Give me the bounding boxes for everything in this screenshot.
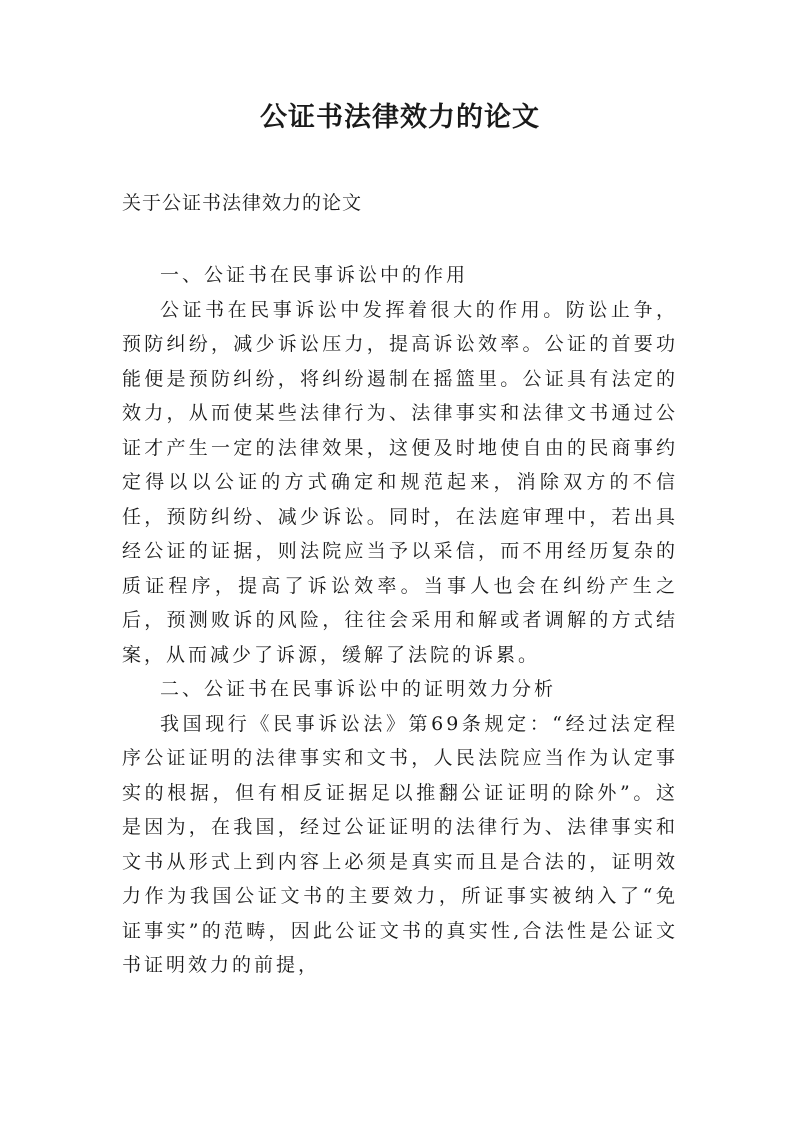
section-heading-1: 一、公证书在民事诉讼中的作用 bbox=[160, 264, 469, 286]
body-paragraph-1: 公证书在民事诉讼中发挥着很大的作用。防讼止争，预防纠纷，减少诉讼压力，提高诉讼效率。公证的首要功能便是预防纠纷，将纠纷遏制在摇篮里。公证具有法定的效力，从而使某些法律行为、法律事实和法律文书通过公证才产生一定的法律效果，这便及时地使自由的民商事约定得以以公证的方式确定和规范起来，消除双方的不信任，预防纠纷、减少诉讼。同时，在法庭审理中，若出具经公证的证据，则法院应当予以采信，而不用经历复杂的质证程序，提高了诉讼效率。当事人也会在纠纷产生之后，预测败诉的风险，往往会采用和解或者调解的方式结案，从而减少了诉源，缓解了法院的诉累。 bbox=[122, 298, 678, 666]
document-body bbox=[122, 258, 678, 983]
document-subtitle: 关于公证书法律效力的论文 bbox=[122, 192, 363, 214]
section-heading-2: 二、公证书在民事诉讼中的证明效力分析 bbox=[160, 678, 557, 700]
page-title: 公证书法律效力的论文 bbox=[260, 102, 540, 133]
body-paragraph-2: 我国现行《民事诉讼法》第69条规定：“经过法定程序公证证明的法律事实和文书，人民法院应当作为认定事实的根据，但有相反证据足以推翻公证证明的除外”。这是因为，在我国，经过公证证明的法律行为、法律事实和文书从形式上到内容上必须是真实而且是合法的，证明效力作为我国公证文书的主要效力，所证事实被纳入了“免证事实”的范畴，因此公证文书的真实性,合法性是公证文书证明效力的前提， bbox=[122, 712, 678, 976]
